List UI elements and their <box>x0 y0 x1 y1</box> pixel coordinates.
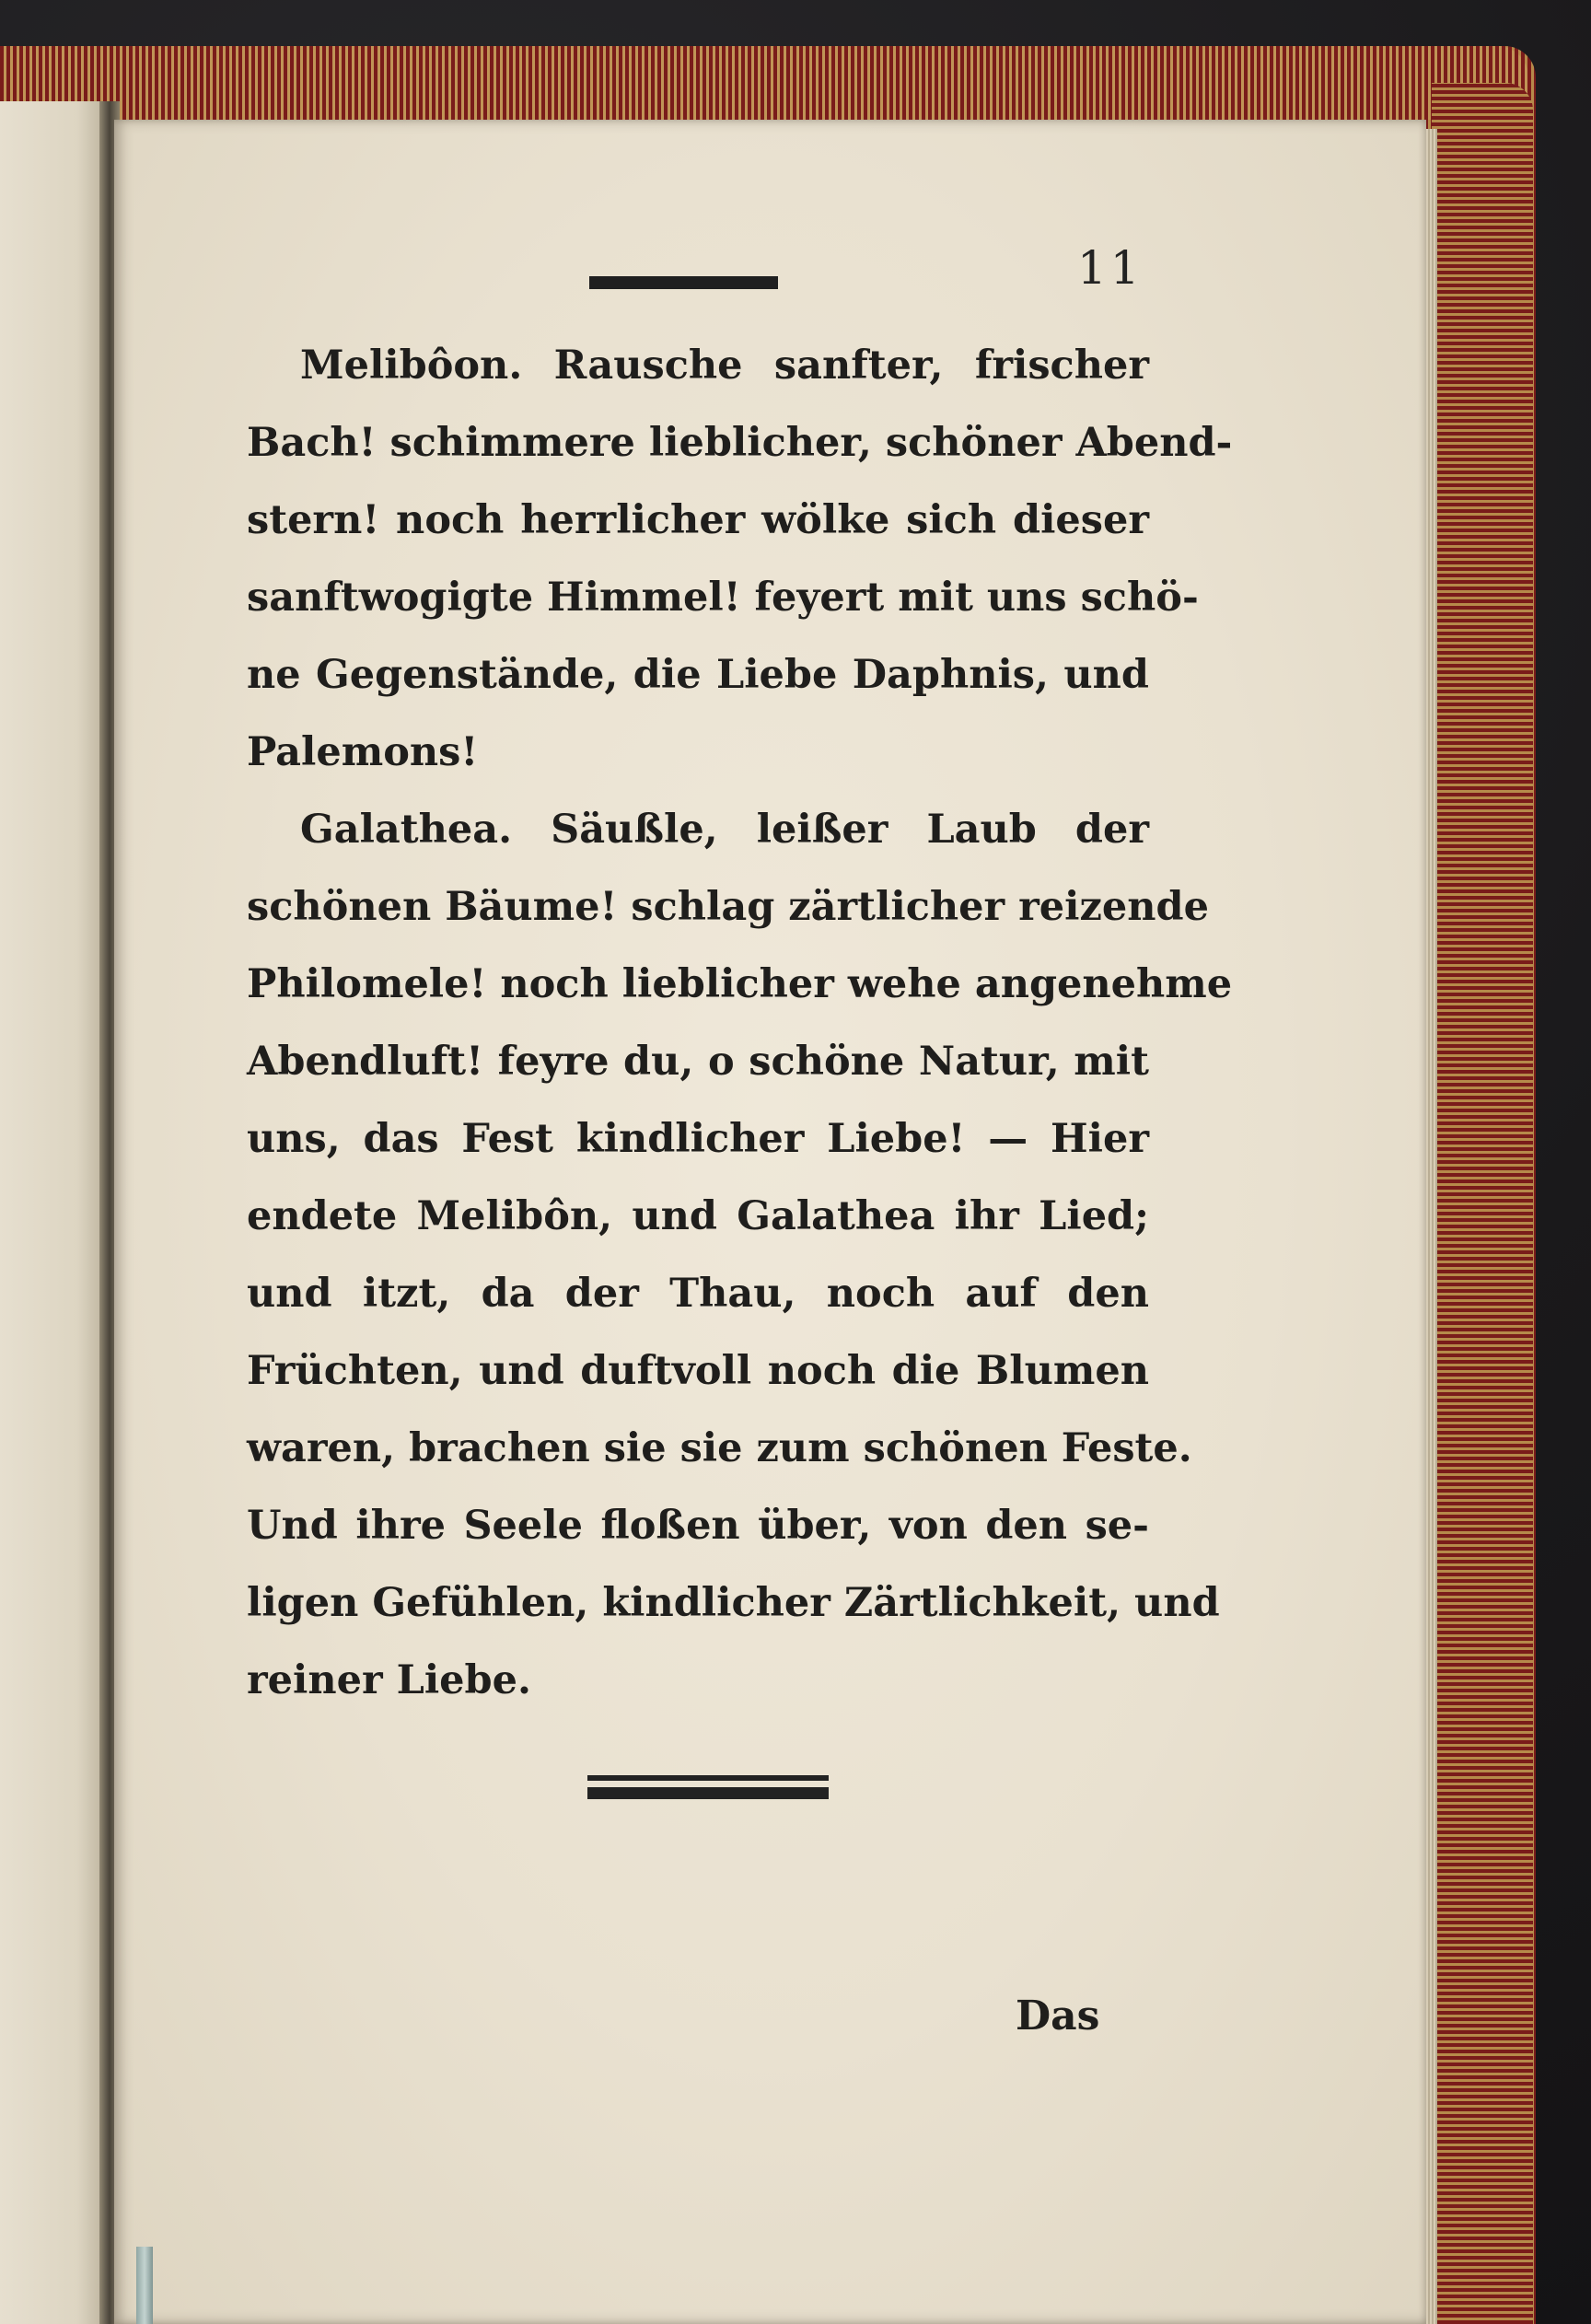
text-line: Melibôon. Rausche sanfter, frischer <box>300 343 1149 389</box>
text-line: ne Gegenstände, die Liebe Daphnis, und <box>247 652 1149 698</box>
text-line: reiner Liebe. <box>247 1657 531 1703</box>
page-edges <box>1426 129 1437 2324</box>
text-line: endete Melibôn, und Galathea ihr Lied; <box>247 1193 1149 1239</box>
bookmark-ribbon <box>136 2247 153 2324</box>
text-line: stern! noch herrlicher wölke sich dieser <box>247 497 1149 543</box>
text-line: und itzt, da der Thau, noch auf den <box>247 1271 1149 1317</box>
section-end-rule <box>587 1775 829 1803</box>
rule-thin-line <box>587 1775 829 1781</box>
text-line: sanftwogigte Himmel! feyert mit uns schö- <box>247 575 1199 621</box>
text-line: waren, brachen sie sie zum schönen Feste. <box>247 1425 1192 1471</box>
facing-page <box>0 101 110 2324</box>
book-cover-right-edge <box>1432 83 1533 2324</box>
header-rule <box>589 276 778 289</box>
text-line: Früchten, und duftvoll noch die Blumen <box>247 1348 1149 1394</box>
text-line: schönen Bäume! schlag zärtlicher reizende <box>247 884 1209 930</box>
text-line: ligen Gefühlen, kindlicher Zärtlichkeit, und <box>247 1580 1220 1626</box>
text-line: Bach! schimmere lieblicher, schöner Abend- <box>247 420 1233 466</box>
text-line: Und ihre Seele floßen über, von den se- <box>247 1503 1149 1549</box>
catchword: Das <box>1016 1993 1100 2039</box>
page-number: 11 <box>1077 241 1144 295</box>
book-cover-top-edge <box>0 46 1528 120</box>
page-text <box>247 327 1233 1719</box>
text-line: Abendluft! feyre du, o schöne Natur, mit <box>247 1039 1149 1085</box>
text-line: Palemons! <box>247 729 479 775</box>
rule-thick-line <box>587 1787 829 1799</box>
text-line: Galathea. Säußle, leißer Laub der <box>300 807 1149 853</box>
text-line: Philomele! noch lieblicher wehe angenehme <box>247 961 1233 1007</box>
text-line: uns, das Fest kindlicher Liebe! — Hier <box>247 1116 1149 1162</box>
